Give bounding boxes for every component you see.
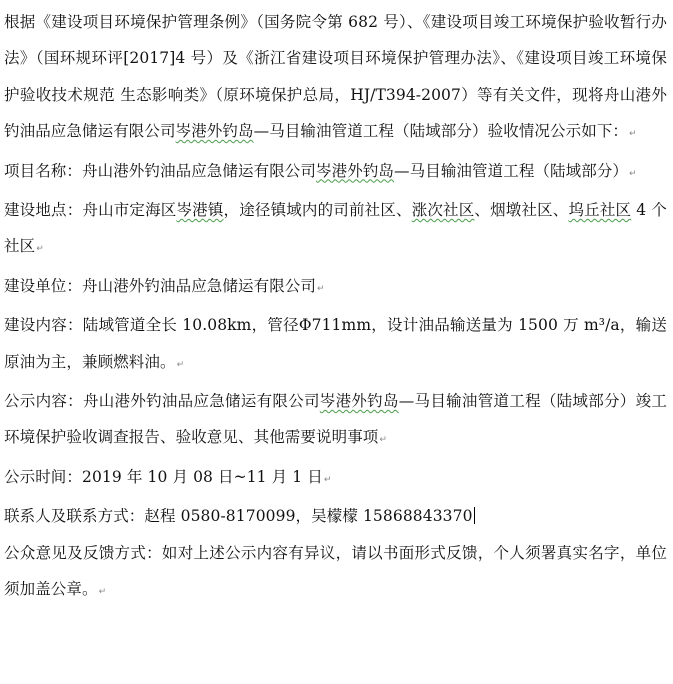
paragraph-mark-icon: ↵ <box>379 435 388 446</box>
paragraph-text: 建设地点：舟山市定海区 <box>4 201 177 220</box>
announcement-paragraph[interactable] <box>4 383 667 459</box>
paragraph-text: —马目输油管道工程（陆域部分） <box>394 161 629 180</box>
paragraph-text: 公众意见及反馈方式：如对上述公示内容有异议，请以书面形式反馈，个人须署真实名字，单位须加盖公章。 <box>4 543 667 599</box>
paragraph-mark-icon: ↵ <box>317 283 325 294</box>
builder-paragraph[interactable] <box>4 268 667 307</box>
spellcheck-flagged-text: 岑港外钓岛 <box>175 122 254 141</box>
paragraph-text: 建设单位：舟山港外钓油品应急储运有限公司 <box>4 276 317 295</box>
paragraph-text: —马目输油管道工程（陆域部分）竣工环境保护验收调查报告、验收意见、其他需要说明事项 <box>4 392 667 447</box>
paragraph-mark-icon: ↵ <box>98 587 107 598</box>
location-paragraph[interactable] <box>4 192 667 268</box>
paragraph-text: 项目名称：舟山港外钓油品应急储运有限公司 <box>4 161 317 180</box>
paragraph-mark-icon: ↵ <box>36 244 44 255</box>
paragraph-text: 建设内容：陆域管道全长 10.08km，管径Φ711mm，设计油品输送量为 1500 万 m³/a，输送原油为主，兼顾燃料油。 <box>4 316 667 371</box>
paragraph-mark-icon: ↵ <box>176 359 185 370</box>
paragraph-text: 公示内容：舟山港外钓油品应急储运有限公司 <box>4 392 320 411</box>
paragraph-text: 、烟墩社区、 <box>474 201 569 220</box>
paragraph-text: 4 个社区 <box>4 201 667 256</box>
spellcheck-flagged-text: 岑港镇 <box>176 201 224 220</box>
spellcheck-flagged-text: 岑港外钓岛 <box>319 392 399 411</box>
spellcheck-flagged-text: 岑港外钓岛 <box>316 161 395 180</box>
spellcheck-flagged-text: 坞丘社区 <box>568 201 632 220</box>
intro-paragraph[interactable] <box>4 4 667 153</box>
text-cursor <box>474 507 475 524</box>
paragraph-mark-icon: ↵ <box>323 474 332 485</box>
paragraph-mark-icon: ↵ <box>629 168 637 179</box>
paragraph-text: 根据《建设项目环境保护管理条例》（国务院令第 682 号）、《建设项目竣工环境保护验收暂行办法》（国环规环评[2017]4 号）及《浙江省建设项目环境保护管理办法》、《建设项目竣工环境保护验收技术规范 生态影响类》（原环境保护总局，HJ/T394-2007）等有关文件，现将舟山港外钓油品应急储运有限公司 <box>4 13 667 141</box>
paragraph-mark-icon: ↵ <box>629 129 637 140</box>
spellcheck-flagged-text: 涨次社区 <box>411 201 475 220</box>
paragraph-text: 联系人及联系方式：赵程 0580-8170099，吴檬檬 15868843370 <box>4 507 473 526</box>
paragraph-text: ，途径镇域内的司前社区、 <box>223 201 412 220</box>
paragraph-text: —马目输油管道工程（陆域部分）验收情况公示如下： <box>253 122 629 141</box>
contact-paragraph[interactable] <box>4 498 667 534</box>
time-paragraph[interactable] <box>4 459 667 498</box>
content-paragraph[interactable] <box>4 307 667 383</box>
paragraph-text: 公示时间：2019 年 10 月 08 日~11 月 1 日 <box>4 467 323 486</box>
feedback-paragraph[interactable] <box>4 535 667 611</box>
project-name-paragraph[interactable] <box>4 153 667 192</box>
